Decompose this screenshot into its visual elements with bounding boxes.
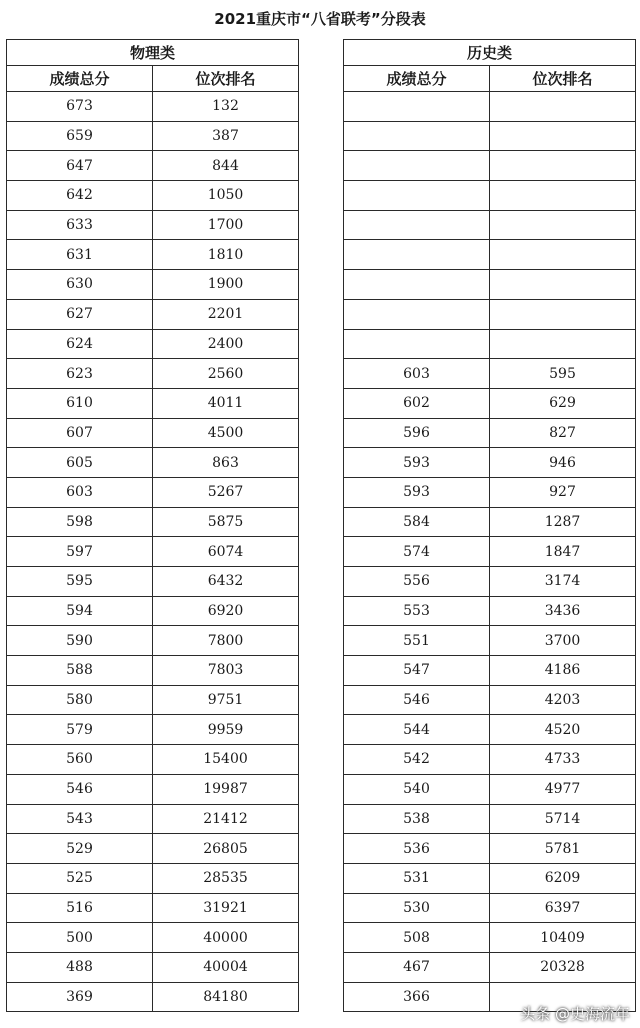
score-cell: 631 bbox=[7, 240, 153, 270]
table-row bbox=[344, 477, 636, 507]
score-cell: 642 bbox=[7, 181, 153, 211]
score-cell: 538 bbox=[344, 804, 490, 834]
score-cell: 546 bbox=[344, 685, 490, 715]
history-table bbox=[343, 39, 636, 1012]
rank-cell: 1700 bbox=[153, 210, 299, 240]
score-cell: 607 bbox=[7, 418, 153, 448]
table-row bbox=[344, 92, 636, 122]
score-cell: 525 bbox=[7, 863, 153, 893]
table-row bbox=[7, 567, 299, 597]
table-row bbox=[344, 151, 636, 181]
rank-cell: 6397 bbox=[490, 893, 636, 923]
table-row bbox=[7, 181, 299, 211]
physics-rows bbox=[7, 92, 299, 1012]
rank-cell: 5714 bbox=[490, 804, 636, 834]
physics-col-score: 成绩总分 bbox=[7, 66, 153, 92]
table-row bbox=[7, 359, 299, 389]
table-row bbox=[7, 418, 299, 448]
rank-cell: 4520 bbox=[490, 715, 636, 745]
rank-cell: 15400 bbox=[153, 745, 299, 775]
table-row bbox=[7, 299, 299, 329]
score-cell: 544 bbox=[344, 715, 490, 745]
score-cell: 536 bbox=[344, 834, 490, 864]
rank-cell bbox=[490, 181, 636, 211]
score-cell: 542 bbox=[344, 745, 490, 775]
table-row bbox=[7, 982, 299, 1012]
score-cell: 598 bbox=[7, 507, 153, 537]
score-cell: 673 bbox=[7, 92, 153, 122]
rank-cell: 1900 bbox=[153, 270, 299, 300]
rank-cell: 6920 bbox=[153, 596, 299, 626]
score-cell: 369 bbox=[7, 982, 153, 1012]
score-cell: 610 bbox=[7, 388, 153, 418]
rank-cell: 40004 bbox=[153, 952, 299, 982]
table-row bbox=[7, 745, 299, 775]
rank-cell: 5875 bbox=[153, 507, 299, 537]
table-row bbox=[344, 952, 636, 982]
score-cell bbox=[344, 181, 490, 211]
rank-cell bbox=[490, 151, 636, 181]
score-cell: 597 bbox=[7, 537, 153, 567]
score-cell: 488 bbox=[7, 952, 153, 982]
score-cell: 529 bbox=[7, 834, 153, 864]
table-row bbox=[344, 359, 636, 389]
rank-cell: 6209 bbox=[490, 863, 636, 893]
table-row bbox=[7, 210, 299, 240]
score-cell: 630 bbox=[7, 270, 153, 300]
rank-cell: 2400 bbox=[153, 329, 299, 359]
rank-cell: 9751 bbox=[153, 685, 299, 715]
table-row bbox=[7, 834, 299, 864]
score-cell: 580 bbox=[7, 685, 153, 715]
rank-cell: 40000 bbox=[153, 923, 299, 953]
history-header: 历史类 bbox=[344, 40, 636, 66]
score-cell bbox=[344, 151, 490, 181]
score-cell: 508 bbox=[344, 923, 490, 953]
table-row bbox=[344, 656, 636, 686]
table-row bbox=[7, 596, 299, 626]
score-cell: 593 bbox=[344, 448, 490, 478]
rank-cell: 4733 bbox=[490, 745, 636, 775]
table-row bbox=[344, 834, 636, 864]
rank-cell: 132 bbox=[153, 92, 299, 122]
score-cell: 594 bbox=[7, 596, 153, 626]
rank-cell: 4186 bbox=[490, 656, 636, 686]
rank-cell: 19987 bbox=[153, 774, 299, 804]
score-cell: 603 bbox=[344, 359, 490, 389]
rank-cell: 28535 bbox=[153, 863, 299, 893]
physics-header: 物理类 bbox=[7, 40, 299, 66]
score-cell: 546 bbox=[7, 774, 153, 804]
score-cell bbox=[344, 210, 490, 240]
rank-cell: 84180 bbox=[153, 982, 299, 1012]
table-row bbox=[344, 893, 636, 923]
rank-cell: 387 bbox=[153, 121, 299, 151]
table-row bbox=[344, 270, 636, 300]
score-cell: 623 bbox=[7, 359, 153, 389]
rank-cell: 3436 bbox=[490, 596, 636, 626]
table-row bbox=[344, 774, 636, 804]
rank-cell bbox=[490, 92, 636, 122]
table-row bbox=[7, 863, 299, 893]
score-cell bbox=[344, 92, 490, 122]
rank-cell: 827 bbox=[490, 418, 636, 448]
score-cell: 543 bbox=[7, 804, 153, 834]
table-row bbox=[344, 240, 636, 270]
rank-cell: 21412 bbox=[153, 804, 299, 834]
table-row bbox=[344, 299, 636, 329]
rank-cell bbox=[490, 270, 636, 300]
table-row bbox=[7, 685, 299, 715]
score-cell: 531 bbox=[344, 863, 490, 893]
score-cell: 547 bbox=[344, 656, 490, 686]
table-row bbox=[344, 329, 636, 359]
score-cell: 540 bbox=[344, 774, 490, 804]
history-col-rank: 位次排名 bbox=[490, 66, 636, 92]
rank-cell: 31921 bbox=[153, 893, 299, 923]
table-row bbox=[7, 715, 299, 745]
table-row bbox=[344, 181, 636, 211]
rank-cell: 20328 bbox=[490, 952, 636, 982]
table-row bbox=[344, 745, 636, 775]
table-row bbox=[344, 923, 636, 953]
score-cell: 366 bbox=[344, 982, 490, 1012]
table-row bbox=[344, 210, 636, 240]
score-cell: 590 bbox=[7, 626, 153, 656]
history-col-score: 成绩总分 bbox=[344, 66, 490, 92]
rank-cell: 946 bbox=[490, 448, 636, 478]
rank-cell: 595 bbox=[490, 359, 636, 389]
table-row bbox=[7, 240, 299, 270]
physics-col-rank: 位次排名 bbox=[153, 66, 299, 92]
rank-cell: 863 bbox=[153, 448, 299, 478]
table-row bbox=[344, 448, 636, 478]
score-cell: 588 bbox=[7, 656, 153, 686]
rank-cell: 844 bbox=[153, 151, 299, 181]
score-cell: 627 bbox=[7, 299, 153, 329]
rank-cell: 1810 bbox=[153, 240, 299, 270]
score-cell bbox=[344, 299, 490, 329]
physics-table bbox=[6, 39, 299, 1012]
table-row bbox=[7, 388, 299, 418]
score-cell bbox=[344, 121, 490, 151]
rank-cell: 4011 bbox=[153, 388, 299, 418]
rank-cell: 6074 bbox=[153, 537, 299, 567]
table-row bbox=[7, 151, 299, 181]
table-row bbox=[7, 477, 299, 507]
rank-cell: 3174 bbox=[490, 567, 636, 597]
rank-cell bbox=[490, 210, 636, 240]
page-title: 2021重庆市“八省联考”分段表 bbox=[214, 10, 426, 28]
watermark: 头条 @史海流年 bbox=[520, 1005, 630, 1023]
table-row bbox=[7, 92, 299, 122]
score-cell: 595 bbox=[7, 567, 153, 597]
table-row bbox=[344, 715, 636, 745]
table-row bbox=[7, 893, 299, 923]
table-row bbox=[7, 626, 299, 656]
score-cell: 560 bbox=[7, 745, 153, 775]
score-cell: 553 bbox=[344, 596, 490, 626]
table-row bbox=[344, 121, 636, 151]
rank-cell: 7800 bbox=[153, 626, 299, 656]
score-cell bbox=[344, 240, 490, 270]
rank-cell: 629 bbox=[490, 388, 636, 418]
table-row bbox=[7, 804, 299, 834]
rank-cell bbox=[490, 299, 636, 329]
score-cell: 624 bbox=[7, 329, 153, 359]
table-row bbox=[7, 656, 299, 686]
table-row bbox=[7, 537, 299, 567]
table-row bbox=[344, 507, 636, 537]
table-row bbox=[344, 567, 636, 597]
rank-cell: 2560 bbox=[153, 359, 299, 389]
table-row bbox=[344, 626, 636, 656]
score-cell: 593 bbox=[344, 477, 490, 507]
rank-cell: 9959 bbox=[153, 715, 299, 745]
score-cell: 647 bbox=[7, 151, 153, 181]
rank-cell: 5267 bbox=[153, 477, 299, 507]
score-cell: 633 bbox=[7, 210, 153, 240]
rank-cell: 2201 bbox=[153, 299, 299, 329]
table-row bbox=[7, 774, 299, 804]
table-row bbox=[344, 418, 636, 448]
score-cell: 516 bbox=[7, 893, 153, 923]
rank-cell: 26805 bbox=[153, 834, 299, 864]
score-cell: 603 bbox=[7, 477, 153, 507]
rank-cell: 4203 bbox=[490, 685, 636, 715]
table-row bbox=[7, 952, 299, 982]
table-row bbox=[7, 329, 299, 359]
rank-cell: 927 bbox=[490, 477, 636, 507]
history-rows bbox=[344, 92, 636, 1012]
score-cell: 551 bbox=[344, 626, 490, 656]
table-row bbox=[344, 537, 636, 567]
table-row bbox=[344, 388, 636, 418]
table-row bbox=[7, 448, 299, 478]
score-cell: 500 bbox=[7, 923, 153, 953]
rank-cell: 1847 bbox=[490, 537, 636, 567]
rank-cell: 4977 bbox=[490, 774, 636, 804]
table-row bbox=[344, 804, 636, 834]
rank-cell: 6432 bbox=[153, 567, 299, 597]
table-row bbox=[344, 596, 636, 626]
rank-cell: 1050 bbox=[153, 181, 299, 211]
rank-cell: 3700 bbox=[490, 626, 636, 656]
score-cell: 605 bbox=[7, 448, 153, 478]
rank-cell bbox=[490, 121, 636, 151]
rank-cell: 1287 bbox=[490, 507, 636, 537]
table-row bbox=[7, 270, 299, 300]
table-row bbox=[7, 507, 299, 537]
score-cell: 596 bbox=[344, 418, 490, 448]
table-row bbox=[7, 121, 299, 151]
score-cell bbox=[344, 329, 490, 359]
table-row bbox=[7, 923, 299, 953]
score-cell: 556 bbox=[344, 567, 490, 597]
rank-cell bbox=[490, 240, 636, 270]
score-cell: 579 bbox=[7, 715, 153, 745]
table-row bbox=[344, 685, 636, 715]
rank-cell: 7803 bbox=[153, 656, 299, 686]
score-cell: 602 bbox=[344, 388, 490, 418]
rank-cell: 5781 bbox=[490, 834, 636, 864]
score-cell: 467 bbox=[344, 952, 490, 982]
table-row bbox=[344, 863, 636, 893]
rank-cell bbox=[490, 329, 636, 359]
score-cell: 659 bbox=[7, 121, 153, 151]
score-cell bbox=[344, 270, 490, 300]
rank-cell: 4500 bbox=[153, 418, 299, 448]
score-cell: 574 bbox=[344, 537, 490, 567]
score-cell: 584 bbox=[344, 507, 490, 537]
rank-cell: 10409 bbox=[490, 923, 636, 953]
score-cell: 530 bbox=[344, 893, 490, 923]
